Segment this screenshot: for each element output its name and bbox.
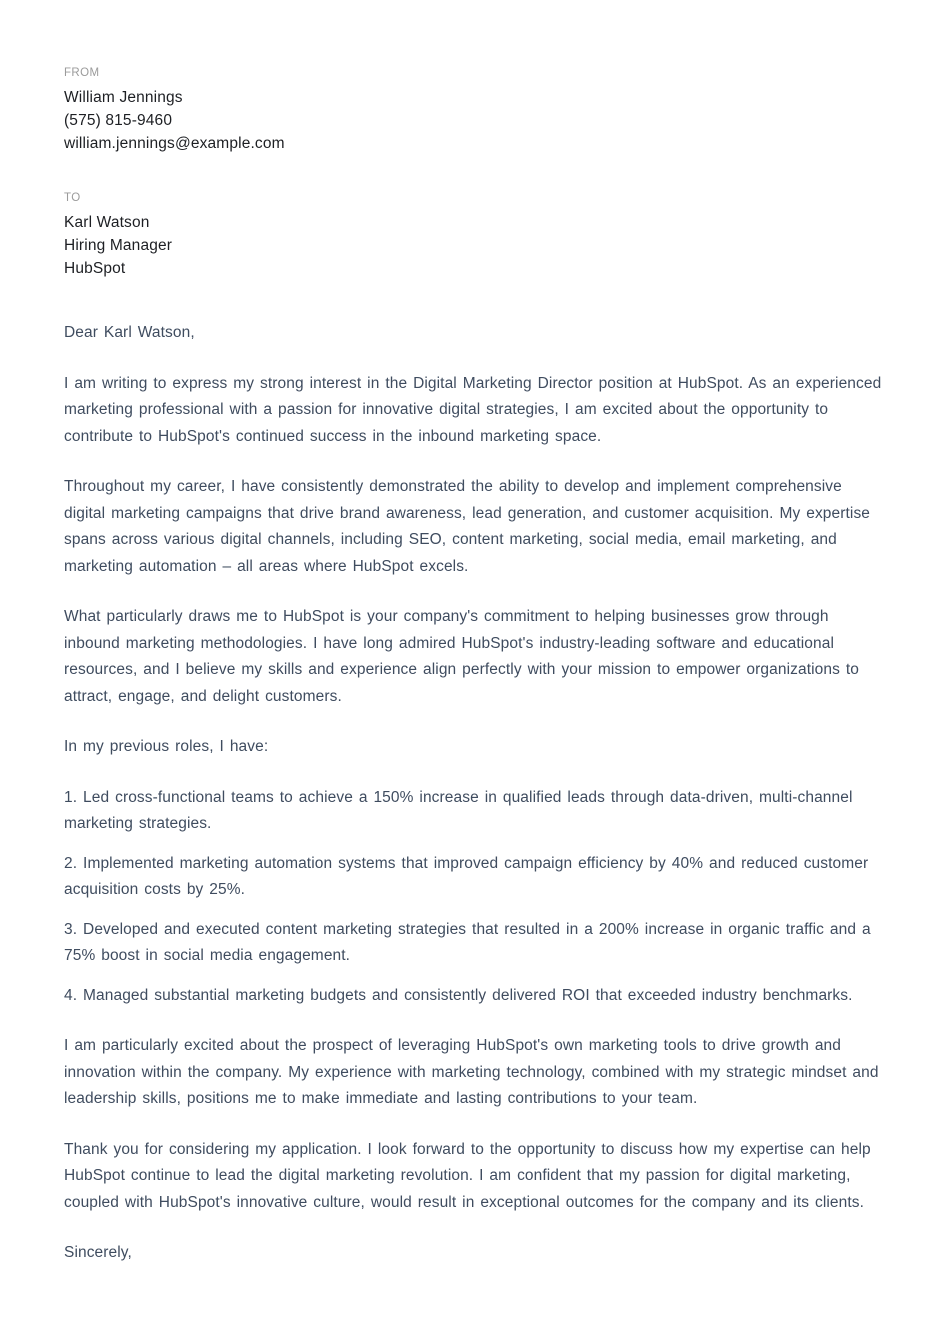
body-paragraph: Thank you for considering my application. I look forward to the opportunity to discuss how my expertise can help HubSpot continue to lead the digital marketing revolution. I am confident that my passion for digital marketing, coupled with HubSpot's innovative culture, would result in exceptional outcomes for the company and its clients.: [64, 1140, 871, 1211]
from-section: [64, 66, 885, 155]
to-section: [64, 191, 885, 280]
sender-email: william.jennings@example.com: [64, 135, 285, 152]
list-item: 2. Implemented marketing automation systems that improved campaign efficiency by 40% and reduced customer acquisition costs by 25%.: [64, 854, 869, 898]
signoff: Sincerely,: [64, 1244, 132, 1261]
body-paragraph: What particularly draws me to HubSpot is your company's commitment to helping businesses grow through inbound marketing methodologies. I have long admired HubSpot's industry-leading software and educational resources, and I believe my skills and experience align perfectly with your mission to empower organizations to attract, engage, and delight customers.: [64, 608, 859, 705]
recipient-title: Hiring Manager: [64, 237, 173, 254]
to-label: TO: [64, 192, 81, 204]
letter-body: [64, 320, 885, 1267]
body-paragraph: Throughout my career, I have consistently demonstrated the ability to develop and implement comprehensive digital marketing campaigns that drive brand awareness, lead generation, and customer acquisition. My expertise spans across various digital channels, including SEO, content marketing, social media, email marketing, and marketing automation – all areas where HubSpot excels.: [64, 478, 871, 575]
sender-name: William Jennings: [64, 89, 183, 106]
list-item: 3. Developed and executed content marketing strategies that resulted in a 200% increase in organic traffic and a 75% boost in social media engagement.: [64, 920, 871, 964]
list-item: 4. Managed substantial marketing budgets and consistently delivered ROI that exceeded industry benchmarks.: [64, 986, 853, 1004]
body-paragraph: I am writing to express my strong interest in the Digital Marketing Director position at HubSpot. As an experienced marketing professional with a passion for innovative digital strategies, I am excited about the opportunity to contribute to HubSpot's continued success in the inbound marketing space.: [64, 374, 882, 445]
list-item: 1. Led cross-functional teams to achieve a 150% increase in qualified leads through data-driven, multi-channel marketing strategies.: [64, 788, 853, 832]
recipient-name: Karl Watson: [64, 214, 150, 231]
recipient-company: HubSpot: [64, 260, 126, 277]
sender-phone: (575) 815-9460: [64, 112, 173, 129]
greeting: Dear Karl Watson,: [64, 324, 195, 341]
list-intro: In my previous roles, I have:: [64, 738, 269, 755]
body-paragraph: I am particularly excited about the prospect of leveraging HubSpot's own marketing tools to drive growth and innovation within the company. My experience with marketing technology, combined with my strategic mindset and leadership skills, positions me to make immediate and lasting contributions to your team.: [64, 1037, 879, 1107]
from-label: FROM: [64, 67, 100, 79]
